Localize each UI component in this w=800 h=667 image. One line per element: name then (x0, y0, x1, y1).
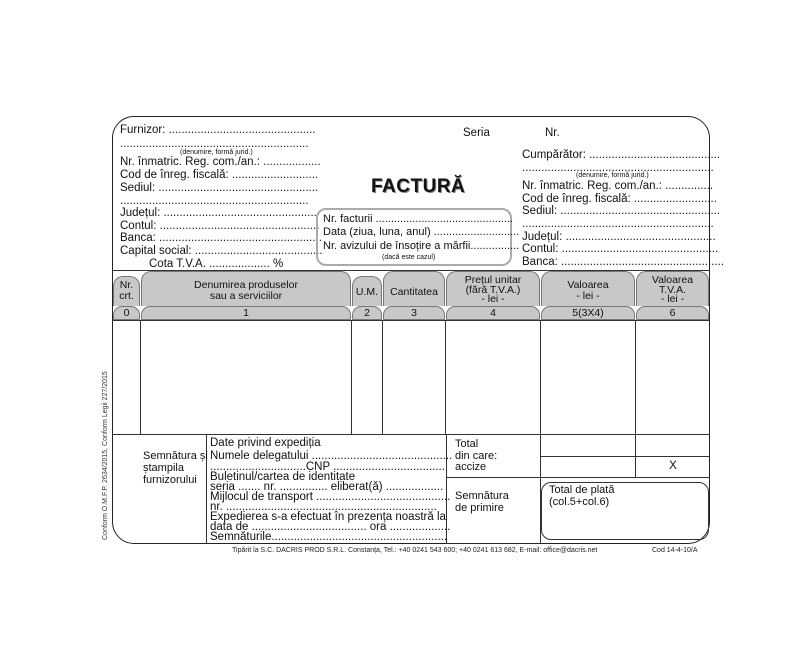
cumparator-cif-field[interactable]: Cod de înreg. fiscală: .......................... (522, 193, 717, 205)
col-label-4: Prețul unitar (fără T.V.A.) - lei - (464, 274, 522, 305)
total-label: Total din care: accize (455, 438, 498, 473)
col-label-6: Valoarea T.V.A. - lei - (651, 274, 694, 305)
col-rule-4 (445, 320, 446, 434)
cumparator-reg-field[interactable]: Nr. înmatric. Reg. com./an.: ............... (522, 180, 714, 192)
x-mark: X (669, 460, 677, 472)
invoice-title: FACTURĂ (371, 176, 466, 197)
aviz-field[interactable]: Nr. avizului de însoțire a mărfii................ (323, 240, 520, 252)
cnp-field[interactable]: ..............................CNP ................................... (210, 461, 445, 473)
expediere-data-field[interactable]: data de .................................... ora ................... (210, 521, 451, 533)
cumparator-dots[interactable]: ............................................................ (522, 162, 714, 174)
col-num-1: 1 (141, 306, 351, 320)
expeditie-title: Date privind expediția (210, 437, 321, 449)
nr-facturii-field[interactable]: Nr. facturii ............................................. (323, 213, 514, 225)
col-num-6: 6 (636, 306, 709, 320)
furnizor-dots[interactable]: ........................................................... (120, 138, 309, 150)
semnatura-furnizor-label: Semnătura și ștampila furnizorului (143, 450, 208, 486)
cumparator-field[interactable]: Cumpărător: ......................................... (522, 149, 721, 161)
furnizor-sediu-dots[interactable]: ........................................................... (120, 195, 309, 207)
col-rule-6 (635, 320, 636, 477)
col-num-4: 4 (446, 306, 540, 320)
furnizor-banca-field[interactable]: Banca: ................................................... (120, 232, 322, 244)
cumparator-sediu-dots[interactable]: ............................................................ (522, 218, 714, 230)
col-label-0: Nr. crt. (119, 279, 134, 302)
furnizor-cont-field[interactable]: Contul: .................................................. (120, 220, 320, 232)
nr-label: Nr. (545, 127, 560, 139)
col-rule-3 (382, 320, 383, 434)
num-row-rule (112, 320, 710, 321)
buletin-label: Buletinul/cartea de identitate (210, 471, 356, 483)
transport-nr-field[interactable]: nr. .................................................................. (210, 501, 437, 513)
table-bottom-rule (112, 434, 710, 435)
col-num-2: 2 (352, 306, 382, 320)
capital-field[interactable]: Capital social: ........................................ (120, 245, 323, 257)
cumparator-hint: (denumire, formă jurid.) (576, 172, 649, 179)
col-rule-1 (140, 320, 141, 434)
col-num-0: 0 (113, 306, 140, 320)
col-num-5: 5(3X4) (541, 306, 635, 320)
semnatura-primire-label: Semnătura de primire (455, 490, 509, 514)
col-label-2: U.M. (355, 286, 379, 298)
total-plata-label: Total de plată (col.5+col.6) (549, 484, 615, 508)
aviz-hint: (dacă este cazul) (382, 254, 436, 261)
furnizor-judet-field[interactable]: Județul: ................................................ (120, 207, 317, 219)
printer-info: Tipărit la S.C. DACRIS PROD S.R.L. Constanța, Tel.: +40 0241 543 600; +40 0241 613 682, E-mail: office@dacris.net (232, 547, 598, 554)
furnizor-cif-field[interactable]: Cod de înreg. fiscală: ........................... (120, 169, 319, 181)
cumparator-cont-field[interactable]: Contul: ................................................. (522, 243, 719, 255)
col-label-3: Cantitatea (390, 286, 438, 298)
cumparator-judet-field[interactable]: Județul: ............................................... (522, 231, 716, 243)
furnizor-reg-field[interactable]: Nr. înmatric. Reg. com./an.: .................. (120, 156, 321, 168)
cota-tva-field[interactable]: Cota T.V.A. ................... % (149, 258, 284, 270)
expediere-label: Expedierea s-a efectuat în prezența noastră la (210, 511, 446, 523)
semnaturile-field[interactable]: Semnăturile....................................................... (210, 531, 448, 543)
buletin-seria-field[interactable]: seria ....... nr. ............... eliberat(ă) .................. (210, 481, 444, 493)
furnizor-field[interactable]: Furnizor: .............................................. (120, 124, 316, 136)
furnizor-hint: (denumire, formă jurid.) (180, 149, 253, 156)
transport-field[interactable]: Mijlocul de transport .......................................... (210, 491, 451, 503)
col-num-3: 3 (383, 306, 445, 320)
footer-rule-d (446, 477, 710, 478)
form-code: Cod 14-4-10/A (652, 547, 698, 554)
vertical-legal-note: Conform O.M.F.P. 2634/2015, Conform Legii 227/2015 (102, 371, 109, 540)
col-label-5: Valoarea - lei - (567, 279, 609, 302)
col-label-1: Denumirea produselor sau a serviciilor (194, 279, 298, 302)
data-field[interactable]: Data (ziua, luna, anul) ............................ (323, 226, 520, 238)
footer-rule-c (540, 456, 710, 457)
cumparator-banca-field[interactable]: Banca: ................................................... (522, 256, 724, 268)
seria-label: Seria (463, 127, 490, 139)
col-rule-2 (351, 320, 352, 434)
cumparator-sediu-field[interactable]: Sediul: .................................................. (522, 205, 721, 217)
furnizor-sediu-field[interactable]: Sediul: .................................................. (120, 182, 319, 194)
delegat-field[interactable]: Numele delegatului ............................................ (210, 450, 453, 462)
